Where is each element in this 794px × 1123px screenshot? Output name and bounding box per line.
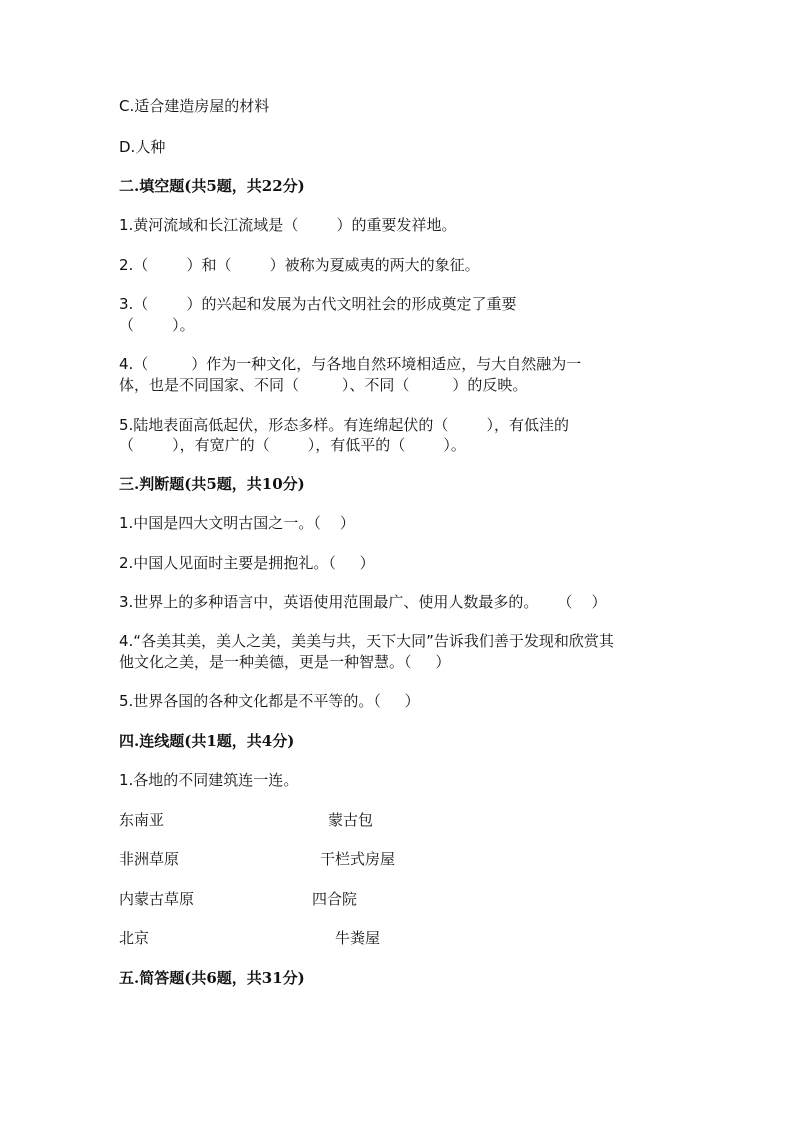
fill-q1: 1.黄河流域和长江流域是（ ）的重要发祥地。 xyxy=(119,216,457,234)
match-right-item: 牛粪屋 xyxy=(335,929,381,947)
fill-q5-line2: （ ），有宽广的（ ），有低平的（ ）。 xyxy=(119,436,466,454)
tf-q1: 1.中国是四大文明古国之一。（ ） xyxy=(119,514,355,532)
tf-q4-line1: 4.“各美其美，美人之美，美美与共，天下大同”告诉我们善于发现和欣赏其 xyxy=(119,632,614,650)
match-left-item: 东南亚 xyxy=(119,811,165,829)
option-c: C.适合建造房屋的材料 xyxy=(119,97,270,115)
section-heading-matching: 四.连线题(共1题，共4分) xyxy=(119,732,295,750)
match-q1: 1.各地的不同建筑连一连。 xyxy=(119,771,299,789)
fill-q4-line2: 体，也是不同国家、不同（ ）、不同（ ）的反映。 xyxy=(119,376,528,394)
option-d: D.人种 xyxy=(119,138,166,156)
fill-q2: 2.（ ）和（ ）被称为夏威夷的两大的象征。 xyxy=(119,256,480,274)
fill-q3-line1: 3.（ ）的兴起和发展为古代文明社会的形成奠定了重要 xyxy=(119,295,517,313)
match-left-item: 北京 xyxy=(119,929,150,947)
fill-q5-line1: 5.陆地表面高低起伏，形态多样。有连绵起伏的（ ），有低洼的 xyxy=(119,416,569,434)
section-heading-fill-in: 二.填空题(共5题，共22分) xyxy=(119,177,305,195)
match-right-item: 四合院 xyxy=(312,890,358,908)
tf-q4-line2: 他文化之美，是一种美德，更是一种智慧。（ ） xyxy=(119,653,451,671)
match-left-item: 非洲草原 xyxy=(119,850,180,868)
tf-q2: 2.中国人见面时主要是拥抱礼。（ ） xyxy=(119,554,375,572)
match-right-item: 蒙古包 xyxy=(328,811,374,829)
section-heading-short-answer: 五.简答题(共6题，共31分) xyxy=(119,969,305,987)
fill-q4-line1: 4.（ ）作为一种文化，与各地自然环境相适应，与大自然融为一 xyxy=(119,355,582,373)
match-left-item: 内蒙古草原 xyxy=(119,890,195,908)
fill-q3-line2: （ ）。 xyxy=(119,316,195,334)
tf-q5: 5.世界各国的各种文化都是不平等的。（ ） xyxy=(119,692,420,710)
tf-q3: 3.世界上的多种语言中，英语使用范围最广、使用人数最多的。 （ ） xyxy=(119,593,607,611)
section-heading-true-false: 三.判断题(共5题，共10分) xyxy=(119,475,305,493)
match-right-item: 干栏式房屋 xyxy=(320,850,396,868)
